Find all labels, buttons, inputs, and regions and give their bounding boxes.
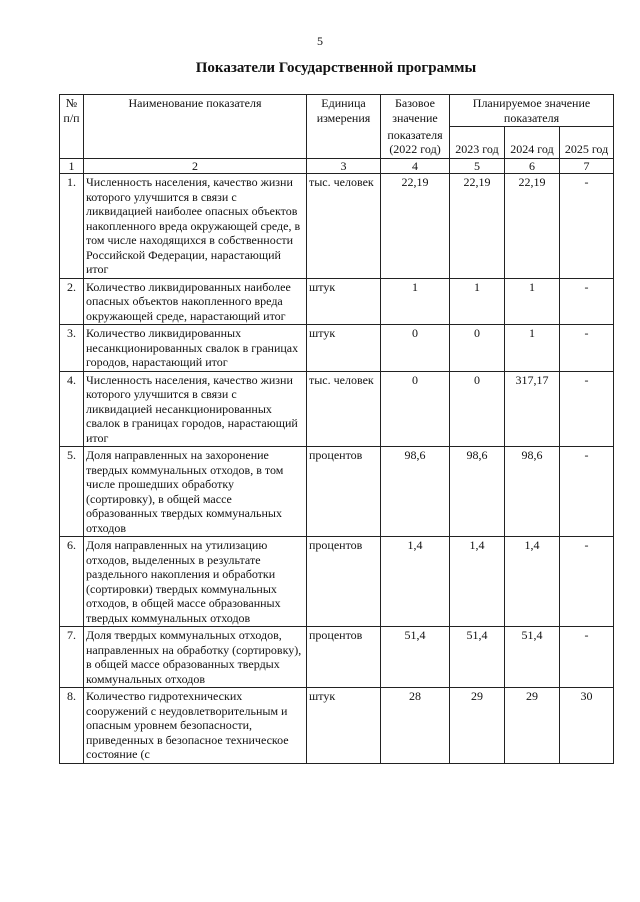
base-value: 28 bbox=[381, 688, 450, 764]
value-2025: - bbox=[560, 537, 614, 627]
value-2023: 22,19 bbox=[450, 174, 505, 279]
indicator-name: Доля направленных на захоронение твердых коммунальных отходов, в том числе прошедших обработку (сортировку), в общей массе образованных твердых коммунальных отходов bbox=[84, 447, 307, 537]
value-2023: 51,4 bbox=[450, 627, 505, 688]
header-base-bottom: показателя (2022 год) bbox=[381, 127, 450, 159]
value-2025: - bbox=[560, 278, 614, 325]
value-2023: 0 bbox=[450, 325, 505, 372]
table-row bbox=[60, 627, 614, 688]
column-number: 1 bbox=[60, 158, 84, 174]
unit: штук bbox=[307, 688, 381, 764]
value-2023: 1,4 bbox=[450, 537, 505, 627]
base-value: 1 bbox=[381, 278, 450, 325]
value-2025: - bbox=[560, 447, 614, 537]
unit: тыс. человек bbox=[307, 174, 381, 279]
table-row bbox=[60, 174, 614, 279]
row-number: 7. bbox=[60, 627, 84, 688]
table-row bbox=[60, 325, 614, 372]
base-value: 0 bbox=[381, 325, 450, 372]
indicator-name: Количество ликвидированных несанкционированных свалок в границах городов, нарастающий итог bbox=[84, 325, 307, 372]
header-num: № п/п bbox=[60, 95, 84, 159]
value-2024: 98,6 bbox=[505, 447, 560, 537]
value-2023: 1 bbox=[450, 278, 505, 325]
unit: штук bbox=[307, 325, 381, 372]
value-2024: 29 bbox=[505, 688, 560, 764]
header-year-2023: 2023 год bbox=[450, 127, 505, 159]
indicator-name: Численность населения, качество жизни которого улучшится в связи с ликвидацией несанкционированных свалок в границах городов, нарастающий итог bbox=[84, 371, 307, 447]
value-2025: 30 bbox=[560, 688, 614, 764]
table-row bbox=[60, 688, 614, 764]
value-2024: 22,19 bbox=[505, 174, 560, 279]
base-value: 0 bbox=[381, 371, 450, 447]
row-number: 8. bbox=[60, 688, 84, 764]
column-number: 2 bbox=[84, 158, 307, 174]
row-number: 6. bbox=[60, 537, 84, 627]
header-name: Наименование показателя bbox=[84, 95, 307, 159]
page-title: Показатели Государственной программы bbox=[195, 60, 477, 76]
column-number: 4 bbox=[381, 158, 450, 174]
value-2023: 98,6 bbox=[450, 447, 505, 537]
column-number: 6 bbox=[505, 158, 560, 174]
row-number: 3. bbox=[60, 325, 84, 372]
unit: тыс. человек bbox=[307, 371, 381, 447]
unit: штук bbox=[307, 278, 381, 325]
unit: процентов bbox=[307, 447, 381, 537]
column-number: 7 bbox=[560, 158, 614, 174]
table-row bbox=[60, 537, 614, 627]
table-row bbox=[60, 371, 614, 447]
table-row bbox=[60, 447, 614, 537]
value-2025: - bbox=[560, 627, 614, 688]
header-base-top: Базовое значение bbox=[381, 95, 450, 127]
unit: процентов bbox=[307, 537, 381, 627]
base-value: 1,4 bbox=[381, 537, 450, 627]
base-value: 98,6 bbox=[381, 447, 450, 537]
value-2024: 51,4 bbox=[505, 627, 560, 688]
column-number-row bbox=[60, 158, 614, 174]
header-year-2025: 2025 год bbox=[560, 127, 614, 159]
table-row bbox=[60, 278, 614, 325]
indicator-name: Доля направленных на утилизацию отходов, выделенных в результате раздельного накопления и обработки (сортировки) твердых коммунальных отходов, в общей массе образованных твердых коммунальных отходов bbox=[84, 537, 307, 627]
indicators-table bbox=[59, 94, 614, 764]
indicator-name: Доля твердых коммунальных отходов, направленных на обработку (сортировку), в общей массе образованных твердых коммунальных отходов bbox=[84, 627, 307, 688]
header-unit: Единица измерения bbox=[307, 95, 381, 159]
column-number: 5 bbox=[450, 158, 505, 174]
header-year-2024: 2024 год bbox=[505, 127, 560, 159]
base-value: 51,4 bbox=[381, 627, 450, 688]
value-2025: - bbox=[560, 371, 614, 447]
indicator-name: Количество ликвидированных наиболее опасных объектов накопленного вреда окружающей среде, нарастающий итог bbox=[84, 278, 307, 325]
row-number: 5. bbox=[60, 447, 84, 537]
row-number: 1. bbox=[60, 174, 84, 279]
base-value: 22,19 bbox=[381, 174, 450, 279]
value-2024: 1,4 bbox=[505, 537, 560, 627]
row-number: 2. bbox=[60, 278, 84, 325]
indicator-name: Численность населения, качество жизни которого улучшится в связи с ликвидацией наиболее опасных объектов накопленного вреда окружающей среде, в том числе находящихся в собственности Российской Федерации, нарастающий итог bbox=[84, 174, 307, 279]
value-2024: 317,17 bbox=[505, 371, 560, 447]
row-number: 4. bbox=[60, 371, 84, 447]
value-2024: 1 bbox=[505, 278, 560, 325]
value-2025: - bbox=[560, 174, 614, 279]
page-number: 5 bbox=[317, 34, 323, 48]
value-2024: 1 bbox=[505, 325, 560, 372]
unit: процентов bbox=[307, 627, 381, 688]
value-2025: - bbox=[560, 325, 614, 372]
value-2023: 0 bbox=[450, 371, 505, 447]
header-planned: Планируемое значение показателя bbox=[450, 95, 614, 127]
column-number: 3 bbox=[307, 158, 381, 174]
value-2023: 29 bbox=[450, 688, 505, 764]
indicator-name: Количество гидротехнических сооружений с неудовлетворительным и опасным уровнем безопасности, приведенных в безопасное техническое состояние (с bbox=[84, 688, 307, 764]
